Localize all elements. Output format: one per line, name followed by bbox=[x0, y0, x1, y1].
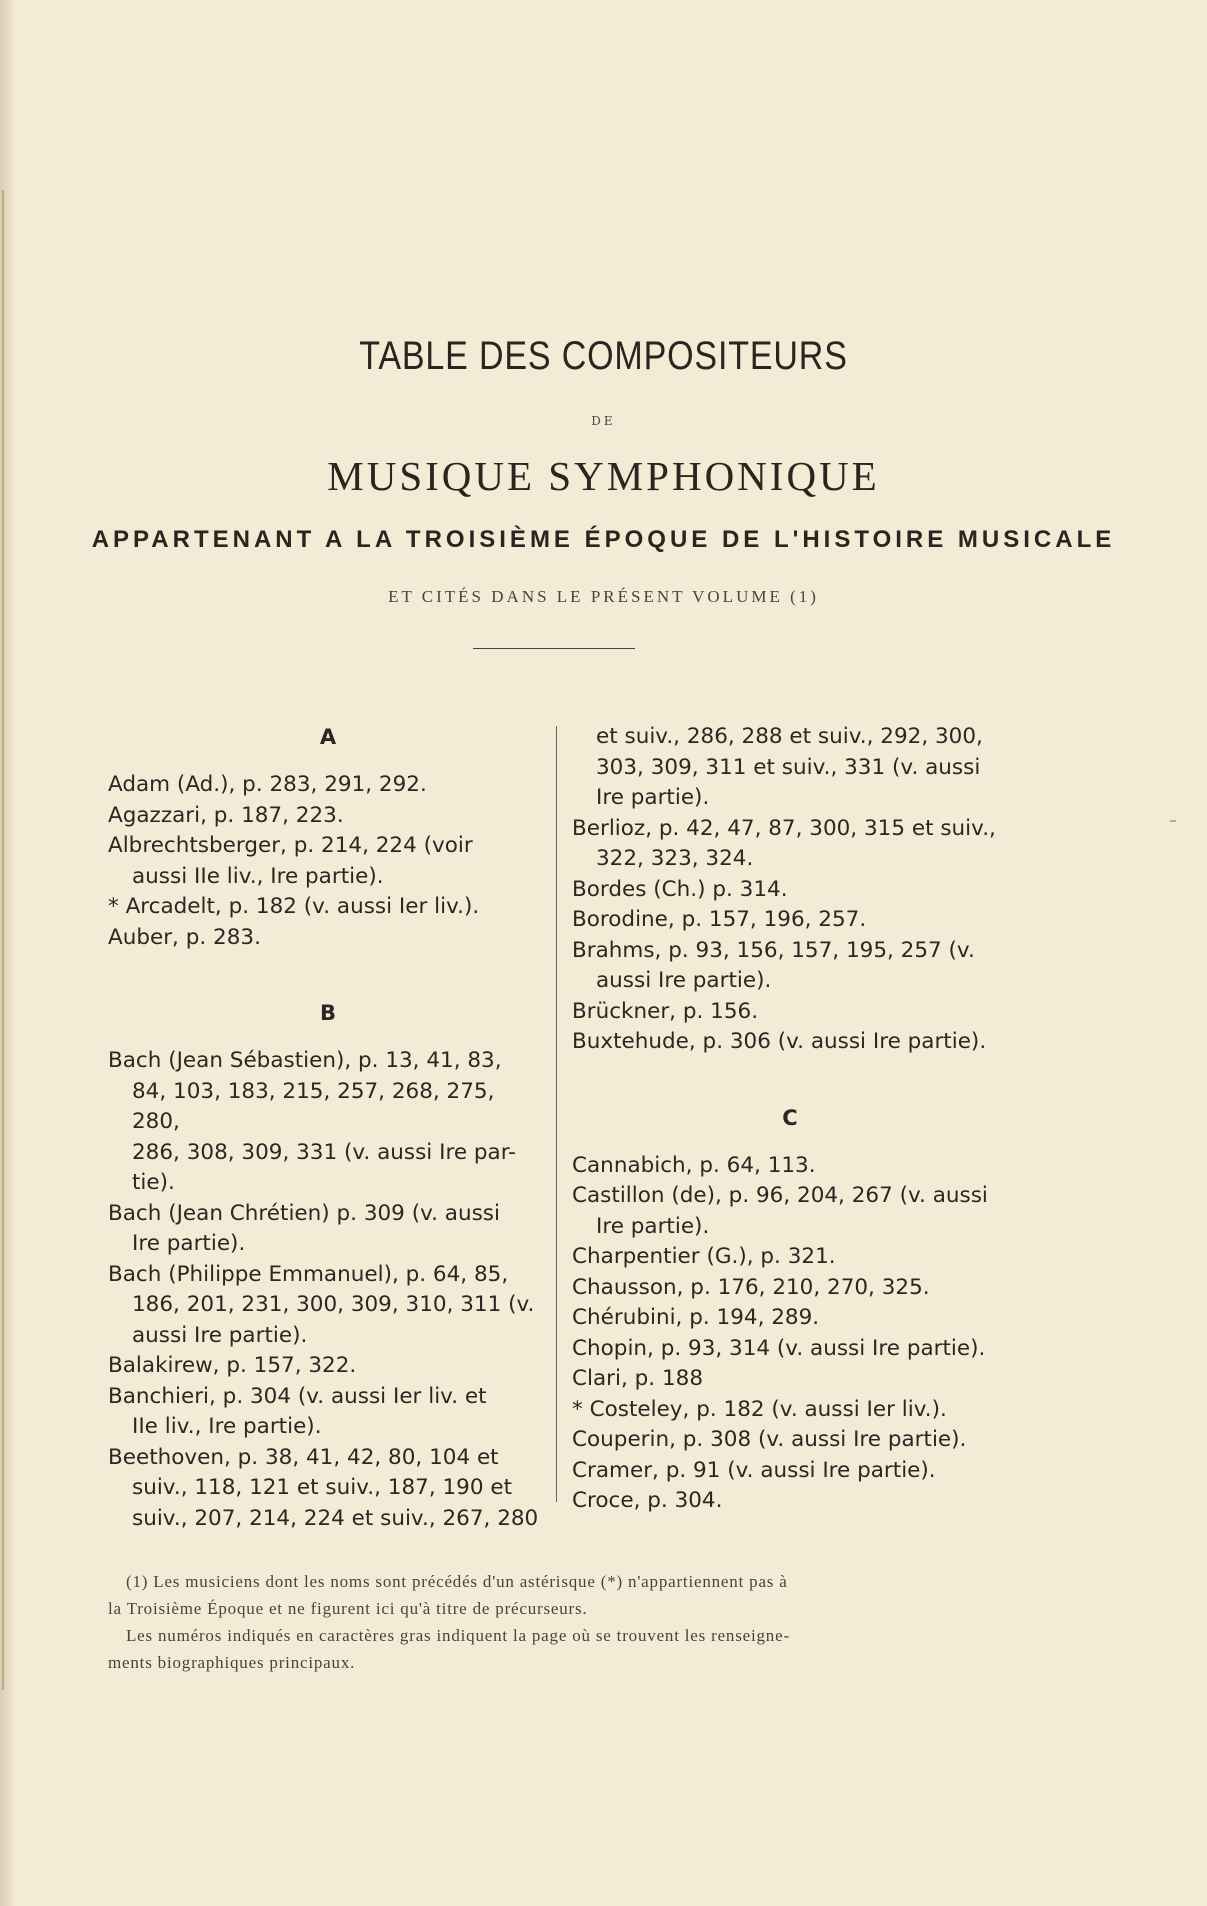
title-subtitle: APPARTENANT A LA TROISIÈME ÉPOQUE DE L'HISTOIRE MUSICALE bbox=[91, 526, 1116, 553]
index-line: Ire partie). bbox=[596, 1213, 710, 1239]
index-line: * Costeley, p. 182 (v. aussi Ier liv.). bbox=[572, 1396, 947, 1422]
index-line: Albrechtsberger, p. 214, 224 (voir bbox=[108, 833, 473, 858]
index-line: 303, 309, 311 et suiv., 331 (v. aussi bbox=[596, 754, 981, 780]
index-line: aussi IIe liv., Ire partie). bbox=[132, 863, 384, 889]
index-line: Brückner, p. 156. bbox=[572, 998, 759, 1024]
index-line: Auber, p. 283. bbox=[108, 924, 261, 950]
index-line: Clari, p. 188 bbox=[572, 1366, 703, 1391]
section-letter-c: C bbox=[782, 1105, 798, 1130]
index-line: Bach (Philippe Emmanuel), p. 64, 85, bbox=[108, 1261, 509, 1287]
footnote-line: la Troisième Époque et ne figurent ici qu'à titre de précurseurs. bbox=[108, 1599, 588, 1618]
index-line: Cannabich, p. 64, 113. bbox=[572, 1152, 816, 1178]
index-line: Chopin, p. 93, 314 (v. aussi Ire partie). bbox=[572, 1335, 986, 1361]
index-line: Agazzari, p. 187, 223. bbox=[108, 802, 344, 828]
title-table-des-compositeurs: TABLE DES COMPOSITEURS bbox=[359, 334, 848, 378]
title-de: DE bbox=[591, 414, 616, 428]
footnote-line: (1) Les musiciens dont les noms sont précédés d'un astérisque (*) n'appartiennent pas à bbox=[126, 1572, 788, 1591]
index-line: * Arcadelt, p. 182 (v. aussi Ier liv.). bbox=[108, 894, 480, 919]
title-cites: ET CITÉS DANS LE PRÉSENT VOLUME (1) bbox=[388, 587, 819, 606]
title-musique-symphonique: MUSIQUE SYMPHONIQUE bbox=[327, 453, 880, 499]
index-line: aussi Ire partie). bbox=[132, 1322, 308, 1348]
index-line: 84, 103, 183, 215, 257, 268, 275, 280, bbox=[132, 1078, 495, 1134]
index-line: Balakirew, p. 157, 322. bbox=[108, 1353, 357, 1378]
index-line: Charpentier (G.), p. 321. bbox=[572, 1244, 836, 1269]
right-column bbox=[572, 722, 1008, 1517]
index-line: Ire partie). bbox=[596, 785, 710, 810]
left-column bbox=[108, 722, 548, 1534]
index-line: Castillon (de), p. 96, 204, 267 (v. aussi bbox=[572, 1183, 988, 1208]
index-line: 186, 201, 231, 300, 309, 310, 311 (v. bbox=[132, 1292, 535, 1317]
index-line: Chérubini, p. 194, 289. bbox=[572, 1305, 820, 1330]
index-line: 322, 323, 324. bbox=[596, 846, 754, 871]
index-line: 286, 308, 309, 331 (v. aussi Ire par- bbox=[132, 1139, 516, 1165]
index-line: Ire partie). bbox=[132, 1231, 246, 1256]
index-line: Banchieri, p. 304 (v. aussi Ier liv. et bbox=[108, 1383, 487, 1409]
index-line: Couperin, p. 308 (v. aussi Ire partie). bbox=[572, 1427, 967, 1452]
index-line: Brahms, p. 93, 156, 157, 195, 257 (v. bbox=[572, 937, 975, 963]
section-letter-b: B bbox=[319, 1001, 336, 1025]
index-line: aussi Ire partie). bbox=[596, 968, 772, 993]
title-rule bbox=[473, 648, 635, 649]
index-line: suiv., 207, 214, 224 et suiv., 267, 280 bbox=[132, 1505, 539, 1531]
index-line: Bach (Jean Sébastien), p. 13, 41, 83, bbox=[108, 1048, 502, 1073]
index-line: Bach (Jean Chrétien) p. 309 (v. aussi bbox=[108, 1200, 500, 1226]
index-line: suiv., 118, 121 et suiv., 187, 190 et bbox=[132, 1475, 513, 1500]
footnote bbox=[108, 1568, 1008, 1676]
index-line: Chausson, p. 176, 210, 270, 325. bbox=[572, 1274, 930, 1300]
footnote-line: ments biographiques principaux. bbox=[108, 1653, 356, 1672]
index-line: Borodine, p. 157, 196, 257. bbox=[572, 907, 867, 932]
index-line: Adam (Ad.), p. 283, 291, 292. bbox=[108, 772, 427, 797]
index-line: et suiv., 286, 288 et suiv., 292, 300, bbox=[596, 724, 983, 749]
index-line: IIe liv., Ire partie). bbox=[132, 1414, 322, 1439]
column-divider bbox=[556, 726, 557, 1502]
index-line: Buxtehude, p. 306 (v. aussi Ire partie). bbox=[572, 1029, 987, 1054]
index-line: Beethoven, p. 38, 41, 42, 80, 104 et bbox=[108, 1444, 499, 1470]
section-letter-a: A bbox=[319, 725, 337, 749]
index-line: Bordes (Ch.) p. 314. bbox=[572, 876, 788, 902]
index-line: Croce, p. 304. bbox=[572, 1488, 723, 1513]
index-line: Cramer, p. 91 (v. aussi Ire partie). bbox=[572, 1457, 936, 1483]
index-line: Berlioz, p. 42, 47, 87, 300, 315 et suiv., bbox=[572, 815, 996, 841]
index-line: tie). bbox=[132, 1170, 175, 1195]
footnote-line: Les numéros indiqués en caractères gras indiquent la page où se trouvent les renseigne- bbox=[126, 1626, 790, 1645]
margin-mark bbox=[1170, 820, 1176, 822]
